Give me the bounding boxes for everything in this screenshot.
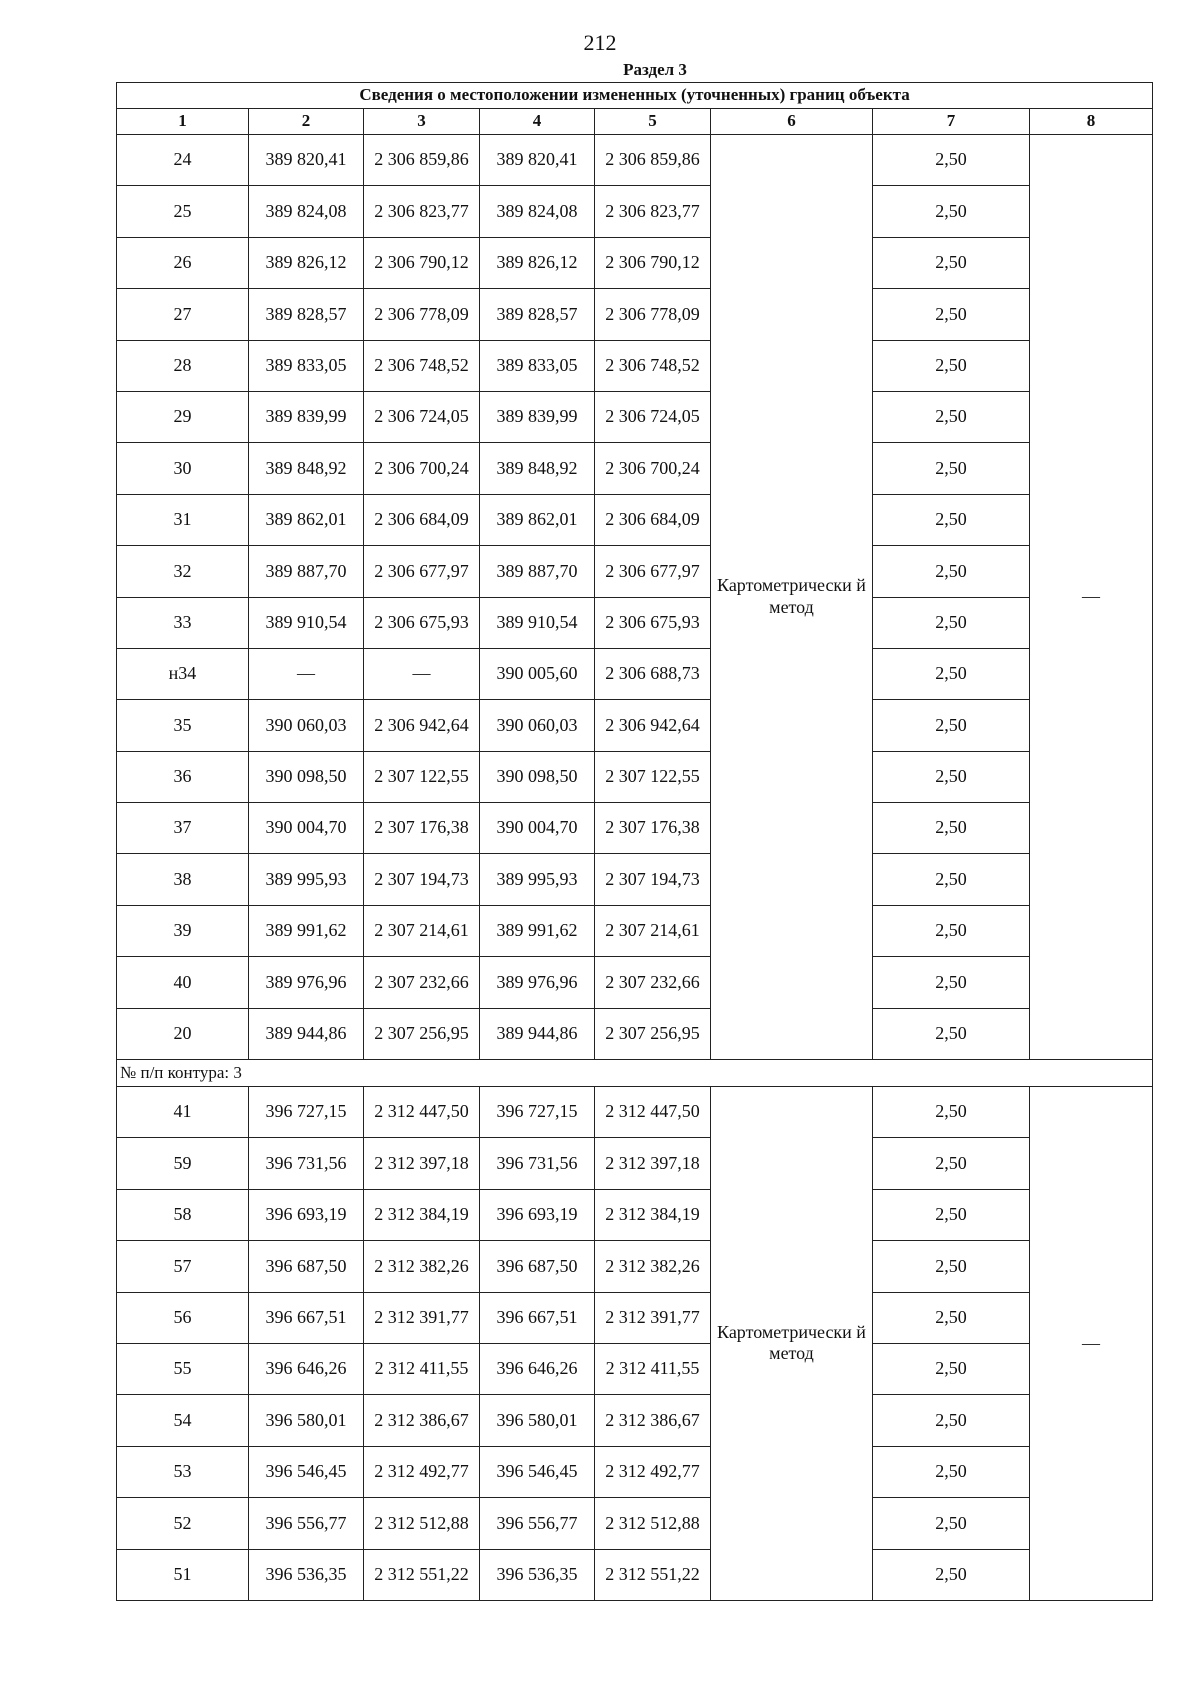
method-cell: Картометрически й метод — [711, 135, 873, 1060]
existing-y-cell: — — [364, 648, 480, 699]
accuracy-cell: 2,50 — [873, 1138, 1030, 1189]
table-row — [117, 1395, 1153, 1446]
existing-y-cell: 2 312 391,77 — [364, 1292, 480, 1343]
refined-x-cell: 396 687,50 — [480, 1241, 595, 1292]
refined-x-cell: 390 004,70 — [480, 803, 595, 854]
table-row — [117, 1241, 1153, 1292]
existing-y-cell: 2 312 551,22 — [364, 1549, 480, 1600]
refined-x-cell: 389 848,92 — [480, 443, 595, 494]
table-row — [117, 237, 1153, 288]
accuracy-cell: 2,50 — [873, 135, 1030, 186]
existing-x-cell: 396 727,15 — [249, 1087, 364, 1138]
existing-y-cell: 2 307 214,61 — [364, 905, 480, 956]
refined-y-cell: 2 312 512,88 — [595, 1498, 711, 1549]
refined-y-cell: 2 312 551,22 — [595, 1549, 711, 1600]
description-cell: — — [1030, 135, 1153, 1060]
column-number: 5 — [595, 109, 711, 135]
accuracy-cell: 2,50 — [873, 751, 1030, 802]
refined-y-cell: 2 307 122,55 — [595, 751, 711, 802]
table-row — [117, 546, 1153, 597]
accuracy-cell: 2,50 — [873, 1446, 1030, 1497]
accuracy-cell: 2,50 — [873, 957, 1030, 1008]
refined-y-cell: 2 307 232,66 — [595, 957, 711, 1008]
existing-x-cell: 389 862,01 — [249, 494, 364, 545]
existing-x-cell: 396 536,35 — [249, 1549, 364, 1600]
point-number-cell: 32 — [117, 546, 249, 597]
refined-y-cell: 2 306 790,12 — [595, 237, 711, 288]
refined-x-cell: 389 833,05 — [480, 340, 595, 391]
method-cell: Картометрически й метод — [711, 1087, 873, 1601]
existing-x-cell: 390 098,50 — [249, 751, 364, 802]
refined-x-cell: 389 944,86 — [480, 1008, 595, 1059]
existing-y-cell: 2 312 397,18 — [364, 1138, 480, 1189]
existing-y-cell: 2 307 232,66 — [364, 957, 480, 1008]
existing-x-cell: — — [249, 648, 364, 699]
column-number: 2 — [249, 109, 364, 135]
column-number: 1 — [117, 109, 249, 135]
table-row — [117, 289, 1153, 340]
refined-y-cell: 2 306 675,93 — [595, 597, 711, 648]
table-row — [117, 700, 1153, 751]
refined-y-cell: 2 306 684,09 — [595, 494, 711, 545]
table-row — [117, 391, 1153, 442]
point-number-cell: 58 — [117, 1189, 249, 1240]
table-row — [117, 1343, 1153, 1394]
point-number-cell: 36 — [117, 751, 249, 802]
existing-y-cell: 2 307 256,95 — [364, 1008, 480, 1059]
refined-y-cell: 2 312 492,77 — [595, 1446, 711, 1497]
accuracy-cell: 2,50 — [873, 597, 1030, 648]
point-number-cell: 54 — [117, 1395, 249, 1446]
existing-y-cell: 2 306 823,77 — [364, 186, 480, 237]
point-number-cell: 55 — [117, 1343, 249, 1394]
point-number-cell: 38 — [117, 854, 249, 905]
existing-x-cell: 389 887,70 — [249, 546, 364, 597]
existing-x-cell: 389 991,62 — [249, 905, 364, 956]
refined-x-cell: 396 536,35 — [480, 1549, 595, 1600]
existing-y-cell: 2 306 859,86 — [364, 135, 480, 186]
accuracy-cell: 2,50 — [873, 1549, 1030, 1600]
refined-y-cell: 2 306 700,24 — [595, 443, 711, 494]
refined-x-cell: 389 839,99 — [480, 391, 595, 442]
existing-y-cell: 2 306 675,93 — [364, 597, 480, 648]
point-number-cell: 26 — [117, 237, 249, 288]
contour-row — [117, 1060, 1153, 1087]
accuracy-cell: 2,50 — [873, 1189, 1030, 1240]
point-number-cell: 31 — [117, 494, 249, 545]
table-row — [117, 186, 1153, 237]
point-number-cell: 35 — [117, 700, 249, 751]
table-row — [117, 597, 1153, 648]
table-row — [117, 494, 1153, 545]
existing-y-cell: 2 307 176,38 — [364, 803, 480, 854]
refined-x-cell: 389 991,62 — [480, 905, 595, 956]
existing-x-cell: 389 833,05 — [249, 340, 364, 391]
existing-x-cell: 389 839,99 — [249, 391, 364, 442]
refined-x-cell: 389 862,01 — [480, 494, 595, 545]
refined-x-cell: 389 824,08 — [480, 186, 595, 237]
refined-y-cell: 2 312 411,55 — [595, 1343, 711, 1394]
point-number-cell: н34 — [117, 648, 249, 699]
accuracy-cell: 2,50 — [873, 289, 1030, 340]
existing-x-cell: 390 004,70 — [249, 803, 364, 854]
table-row — [117, 957, 1153, 1008]
existing-x-cell: 396 667,51 — [249, 1292, 364, 1343]
existing-x-cell: 396 731,56 — [249, 1138, 364, 1189]
existing-y-cell: 2 306 778,09 — [364, 289, 480, 340]
existing-y-cell: 2 312 382,26 — [364, 1241, 480, 1292]
accuracy-cell: 2,50 — [873, 443, 1030, 494]
existing-y-cell: 2 306 942,64 — [364, 700, 480, 751]
existing-x-cell: 396 580,01 — [249, 1395, 364, 1446]
existing-y-cell: 2 307 194,73 — [364, 854, 480, 905]
boundary-table — [116, 82, 1153, 1601]
refined-x-cell: 396 731,56 — [480, 1138, 595, 1189]
point-number-cell: 40 — [117, 957, 249, 1008]
refined-y-cell: 2 312 386,67 — [595, 1395, 711, 1446]
refined-y-cell: 2 306 823,77 — [595, 186, 711, 237]
contour-label: № п/п контура: 3 — [117, 1060, 1153, 1087]
table-title: Сведения о местоположении измененных (уточненных) границ объекта — [117, 83, 1153, 109]
refined-x-cell: 396 727,15 — [480, 1087, 595, 1138]
point-number-cell: 24 — [117, 135, 249, 186]
refined-y-cell: 2 306 778,09 — [595, 289, 711, 340]
table-row — [117, 340, 1153, 391]
accuracy-cell: 2,50 — [873, 340, 1030, 391]
point-number-cell: 29 — [117, 391, 249, 442]
refined-x-cell: 389 828,57 — [480, 289, 595, 340]
column-number: 3 — [364, 109, 480, 135]
existing-x-cell: 389 828,57 — [249, 289, 364, 340]
accuracy-cell: 2,50 — [873, 1395, 1030, 1446]
existing-x-cell: 396 556,77 — [249, 1498, 364, 1549]
existing-y-cell: 2 312 447,50 — [364, 1087, 480, 1138]
existing-x-cell: 390 060,03 — [249, 700, 364, 751]
accuracy-cell: 2,50 — [873, 1498, 1030, 1549]
table-row — [117, 1138, 1153, 1189]
point-number-cell: 57 — [117, 1241, 249, 1292]
table-row — [117, 854, 1153, 905]
accuracy-cell: 2,50 — [873, 237, 1030, 288]
refined-y-cell: 2 312 447,50 — [595, 1087, 711, 1138]
existing-y-cell: 2 306 700,24 — [364, 443, 480, 494]
description-cell: — — [1030, 1087, 1153, 1601]
refined-x-cell: 390 005,60 — [480, 648, 595, 699]
existing-x-cell: 389 820,41 — [249, 135, 364, 186]
refined-x-cell: 396 556,77 — [480, 1498, 595, 1549]
refined-y-cell: 2 306 677,97 — [595, 546, 711, 597]
point-number-cell: 30 — [117, 443, 249, 494]
accuracy-cell: 2,50 — [873, 1292, 1030, 1343]
existing-y-cell: 2 306 748,52 — [364, 340, 480, 391]
refined-y-cell: 2 312 384,19 — [595, 1189, 711, 1240]
refined-y-cell: 2 306 859,86 — [595, 135, 711, 186]
table-row — [117, 1549, 1153, 1600]
refined-y-cell: 2 306 688,73 — [595, 648, 711, 699]
table-row — [117, 751, 1153, 802]
existing-x-cell: 389 910,54 — [249, 597, 364, 648]
existing-y-cell: 2 312 411,55 — [364, 1343, 480, 1394]
refined-x-cell: 396 693,19 — [480, 1189, 595, 1240]
table-row — [117, 1189, 1153, 1240]
accuracy-cell: 2,50 — [873, 391, 1030, 442]
column-number: 6 — [711, 109, 873, 135]
existing-y-cell: 2 312 512,88 — [364, 1498, 480, 1549]
point-number-cell: 25 — [117, 186, 249, 237]
refined-x-cell: 389 820,41 — [480, 135, 595, 186]
refined-x-cell: 389 887,70 — [480, 546, 595, 597]
page-number: 212 — [583, 30, 617, 55]
table-row — [117, 648, 1153, 699]
table-row — [117, 905, 1153, 956]
point-number-cell: 59 — [117, 1138, 249, 1189]
refined-y-cell: 2 306 724,05 — [595, 391, 711, 442]
refined-x-cell: 389 826,12 — [480, 237, 595, 288]
existing-x-cell: 389 976,96 — [249, 957, 364, 1008]
refined-y-cell: 2 306 942,64 — [595, 700, 711, 751]
existing-x-cell: 396 693,19 — [249, 1189, 364, 1240]
accuracy-cell: 2,50 — [873, 1343, 1030, 1394]
existing-y-cell: 2 306 684,09 — [364, 494, 480, 545]
existing-x-cell: 396 646,26 — [249, 1343, 364, 1394]
column-number: 4 — [480, 109, 595, 135]
refined-x-cell: 389 995,93 — [480, 854, 595, 905]
refined-y-cell: 2 306 748,52 — [595, 340, 711, 391]
point-number-cell: 28 — [117, 340, 249, 391]
refined-x-cell: 396 646,26 — [480, 1343, 595, 1394]
table-row — [117, 1446, 1153, 1497]
point-number-cell: 51 — [117, 1549, 249, 1600]
table-row — [117, 803, 1153, 854]
existing-y-cell: 2 312 384,19 — [364, 1189, 480, 1240]
existing-x-cell: 389 995,93 — [249, 854, 364, 905]
refined-y-cell: 2 307 194,73 — [595, 854, 711, 905]
accuracy-cell: 2,50 — [873, 186, 1030, 237]
refined-y-cell: 2 307 256,95 — [595, 1008, 711, 1059]
accuracy-cell: 2,50 — [873, 494, 1030, 545]
table-row — [117, 1087, 1153, 1138]
accuracy-cell: 2,50 — [873, 700, 1030, 751]
refined-y-cell: 2 307 214,61 — [595, 905, 711, 956]
refined-y-cell: 2 307 176,38 — [595, 803, 711, 854]
point-number-cell: 33 — [117, 597, 249, 648]
existing-y-cell: 2 306 790,12 — [364, 237, 480, 288]
column-number: 7 — [873, 109, 1030, 135]
accuracy-cell: 2,50 — [873, 546, 1030, 597]
point-number-cell: 53 — [117, 1446, 249, 1497]
refined-x-cell: 389 910,54 — [480, 597, 595, 648]
refined-y-cell: 2 312 397,18 — [595, 1138, 711, 1189]
column-number-row — [117, 109, 1153, 135]
point-number-cell: 39 — [117, 905, 249, 956]
refined-x-cell: 390 098,50 — [480, 751, 595, 802]
accuracy-cell: 2,50 — [873, 1087, 1030, 1138]
refined-x-cell: 396 580,01 — [480, 1395, 595, 1446]
table-row — [117, 135, 1153, 186]
section-label: Раздел 3 — [623, 60, 687, 79]
existing-y-cell: 2 306 724,05 — [364, 391, 480, 442]
refined-x-cell: 396 546,45 — [480, 1446, 595, 1497]
point-number-cell: 37 — [117, 803, 249, 854]
existing-x-cell: 396 546,45 — [249, 1446, 364, 1497]
accuracy-cell: 2,50 — [873, 803, 1030, 854]
refined-y-cell: 2 312 382,26 — [595, 1241, 711, 1292]
accuracy-cell: 2,50 — [873, 1241, 1030, 1292]
existing-x-cell: 389 944,86 — [249, 1008, 364, 1059]
accuracy-cell: 2,50 — [873, 905, 1030, 956]
accuracy-cell: 2,50 — [873, 1008, 1030, 1059]
existing-x-cell: 389 826,12 — [249, 237, 364, 288]
accuracy-cell: 2,50 — [873, 648, 1030, 699]
refined-y-cell: 2 312 391,77 — [595, 1292, 711, 1343]
column-number: 8 — [1030, 109, 1153, 135]
table-row — [117, 443, 1153, 494]
refined-x-cell: 390 060,03 — [480, 700, 595, 751]
refined-x-cell: 396 667,51 — [480, 1292, 595, 1343]
point-number-cell: 56 — [117, 1292, 249, 1343]
point-number-cell: 52 — [117, 1498, 249, 1549]
existing-y-cell: 2 307 122,55 — [364, 751, 480, 802]
table-row — [117, 1498, 1153, 1549]
existing-y-cell: 2 306 677,97 — [364, 546, 480, 597]
point-number-cell: 41 — [117, 1087, 249, 1138]
point-number-cell: 20 — [117, 1008, 249, 1059]
existing-y-cell: 2 312 492,77 — [364, 1446, 480, 1497]
refined-x-cell: 389 976,96 — [480, 957, 595, 1008]
point-number-cell: 27 — [117, 289, 249, 340]
existing-y-cell: 2 312 386,67 — [364, 1395, 480, 1446]
existing-x-cell: 396 687,50 — [249, 1241, 364, 1292]
existing-x-cell: 389 824,08 — [249, 186, 364, 237]
table-row — [117, 1292, 1153, 1343]
table-row — [117, 1008, 1153, 1059]
existing-x-cell: 389 848,92 — [249, 443, 364, 494]
accuracy-cell: 2,50 — [873, 854, 1030, 905]
